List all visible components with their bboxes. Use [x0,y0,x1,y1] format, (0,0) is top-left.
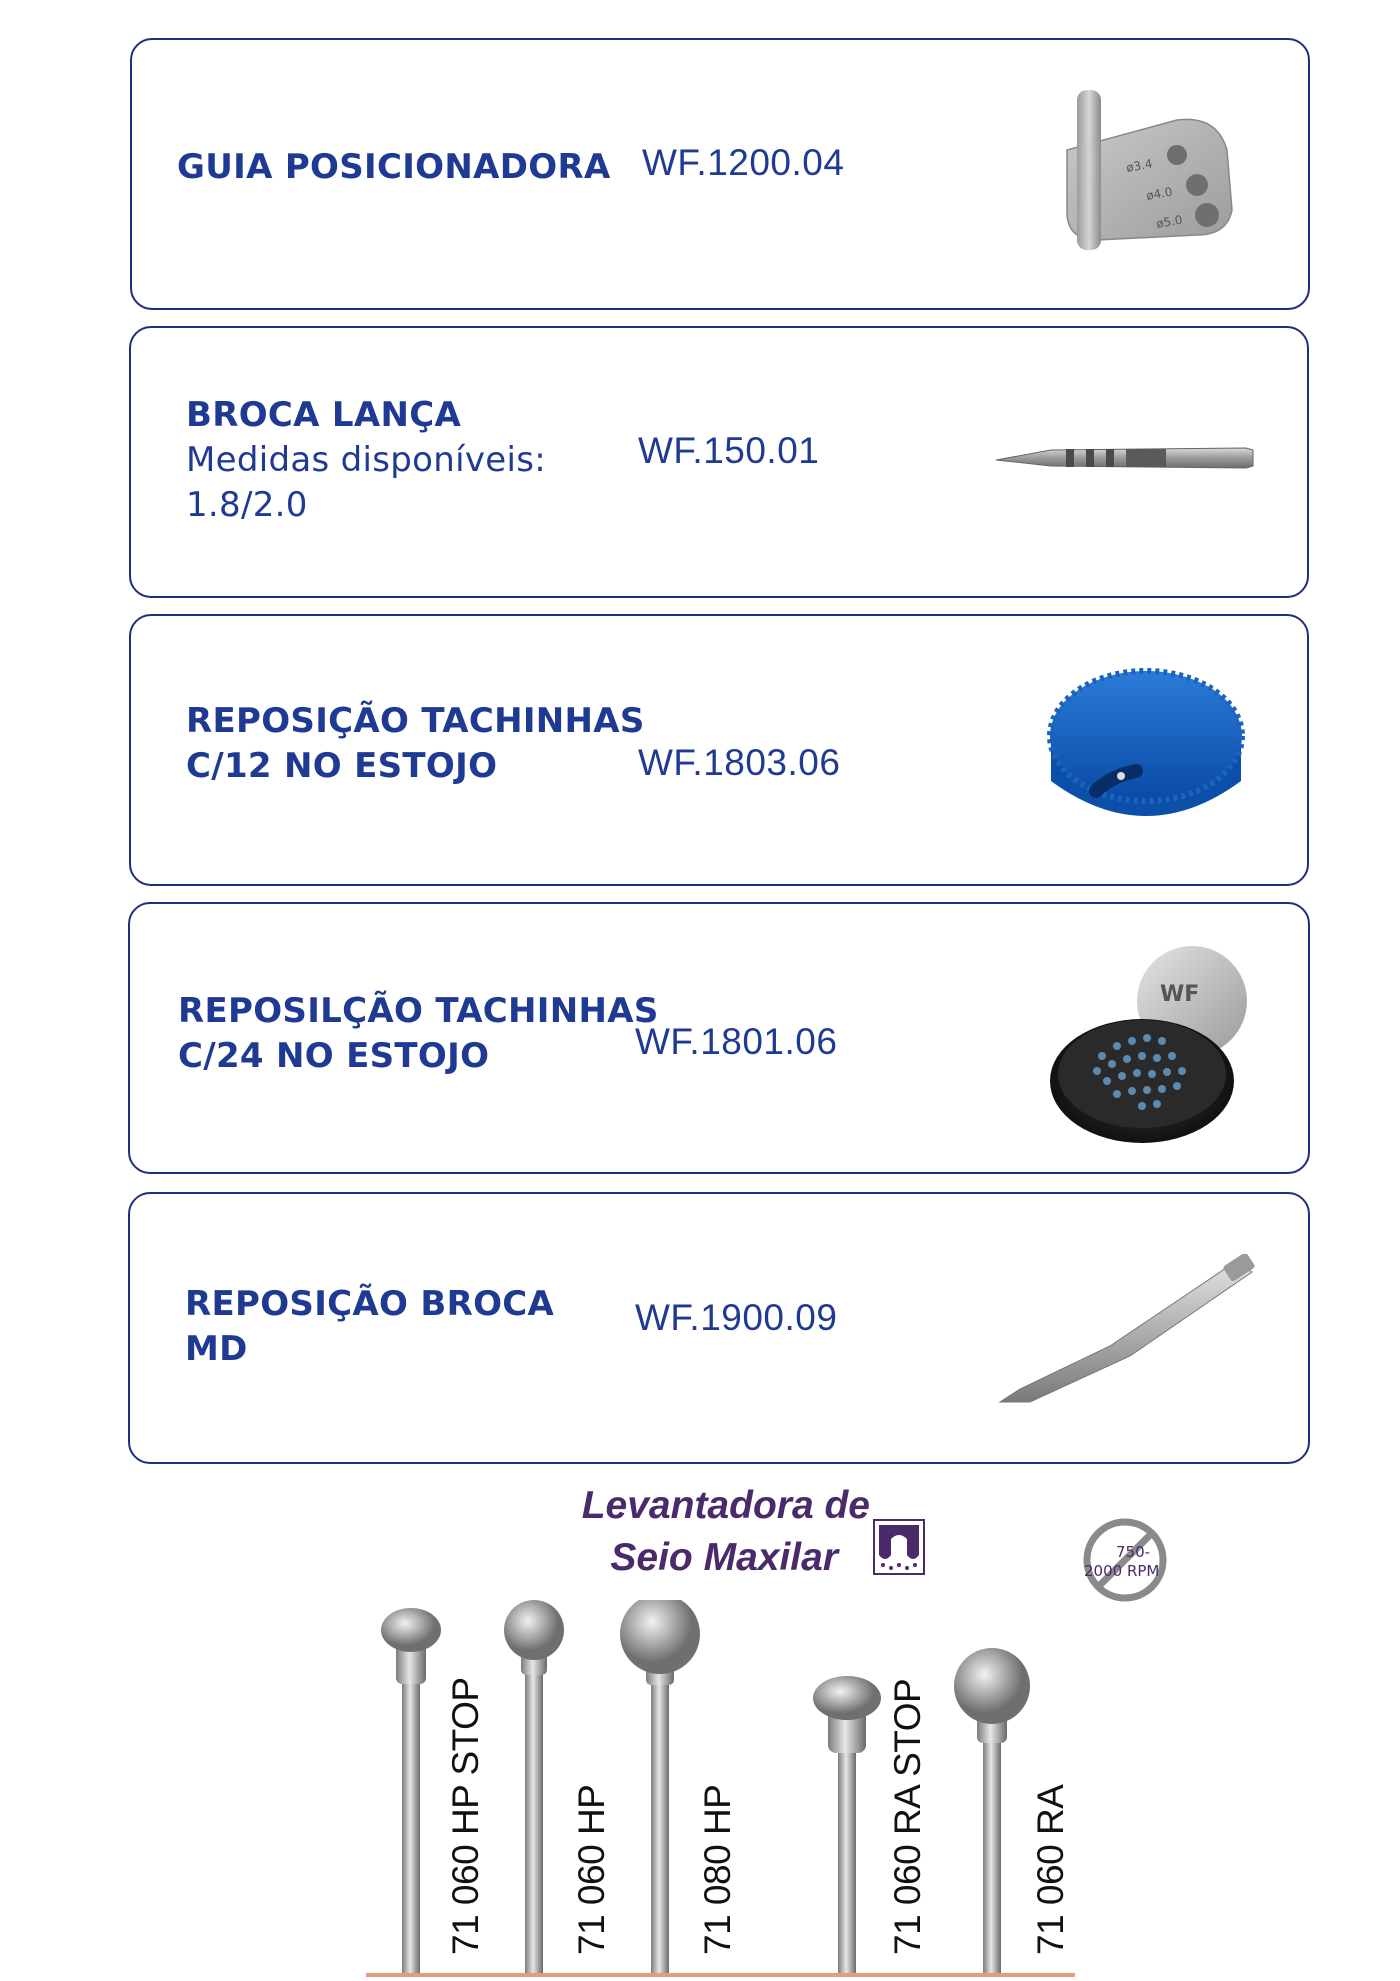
bur-label: 71 060 HP STOP [445,1677,486,1955]
bur-label: 71 060 RA [1030,1784,1071,1955]
bur-71080-hp [620,1600,700,1973]
product-name [185,1282,554,1372]
product-name-line2: MD [185,1329,248,1369]
bur-71060-hp [504,1600,564,1973]
product-code: WF.1803.06 [638,742,841,783]
case-logo: WF [1160,982,1200,1007]
bur-label: 71 060 HP [571,1784,612,1955]
guide-engraving-34: ø3.4 [1125,156,1154,175]
product-code: WF.150.01 [638,430,820,471]
product-name: GUIA POSICIONADORA [177,147,611,187]
product-name-line: BROCA LANÇA [186,395,462,435]
product-code: WF.1801.06 [635,1021,838,1062]
bur-label: 71 060 RA STOP [887,1678,928,1955]
guide-engraving-40: ø4.0 [1145,184,1174,203]
product-name [178,989,659,1079]
bur-71060-hp-stop [381,1608,441,1973]
rpm-badge [1080,1515,1170,1605]
rpm-line1: 750- [1116,1543,1151,1561]
section-title-line1: Levantadora de [581,1484,870,1527]
bur-71060-ra-stop [813,1676,881,1973]
product-sizes-value: 1.8/2.0 [186,485,308,525]
product-name-line1: REPOSILÇÃO TACHINHAS [178,991,659,1031]
guide-engraving-50: ø5.0 [1155,212,1184,231]
rpm-line2: 2000 RPM [1084,1562,1160,1580]
product-name-line2: C/24 NO ESTOJO [178,1036,490,1076]
product-card-tachinhas-12 [129,614,1309,886]
md-drill-icon [990,1254,1260,1414]
product-name [186,699,645,789]
positioning-guide-icon [1057,90,1257,260]
bur-label: 71 080 HP [697,1784,738,1955]
blue-case-icon [1041,666,1251,851]
product-card-tachinhas-24 [128,902,1310,1174]
sinus-lift-icon [873,1519,925,1575]
product-sizes-label: Medidas disponíveis: [186,440,546,480]
tack-case-icon [1042,946,1282,1146]
product-name [186,393,546,528]
section-title-line2: Seio Maxilar [610,1536,838,1579]
section-title [560,1480,870,1584]
bur-71060-ra [954,1648,1030,1973]
spear-drill-icon [991,438,1261,478]
product-card-broca-md [128,1192,1310,1464]
product-code: WF.1900.09 [635,1297,838,1338]
product-card-guia [130,38,1310,310]
product-name-line1: REPOSIÇÃO BROCA [185,1284,555,1324]
product-code: WF.1200.04 [642,142,845,183]
product-card-broca-lanca [129,326,1309,598]
product-name-line1: REPOSIÇÃO TACHINHAS [186,701,645,741]
product-name-line2: C/12 NO ESTOJO [186,746,498,786]
